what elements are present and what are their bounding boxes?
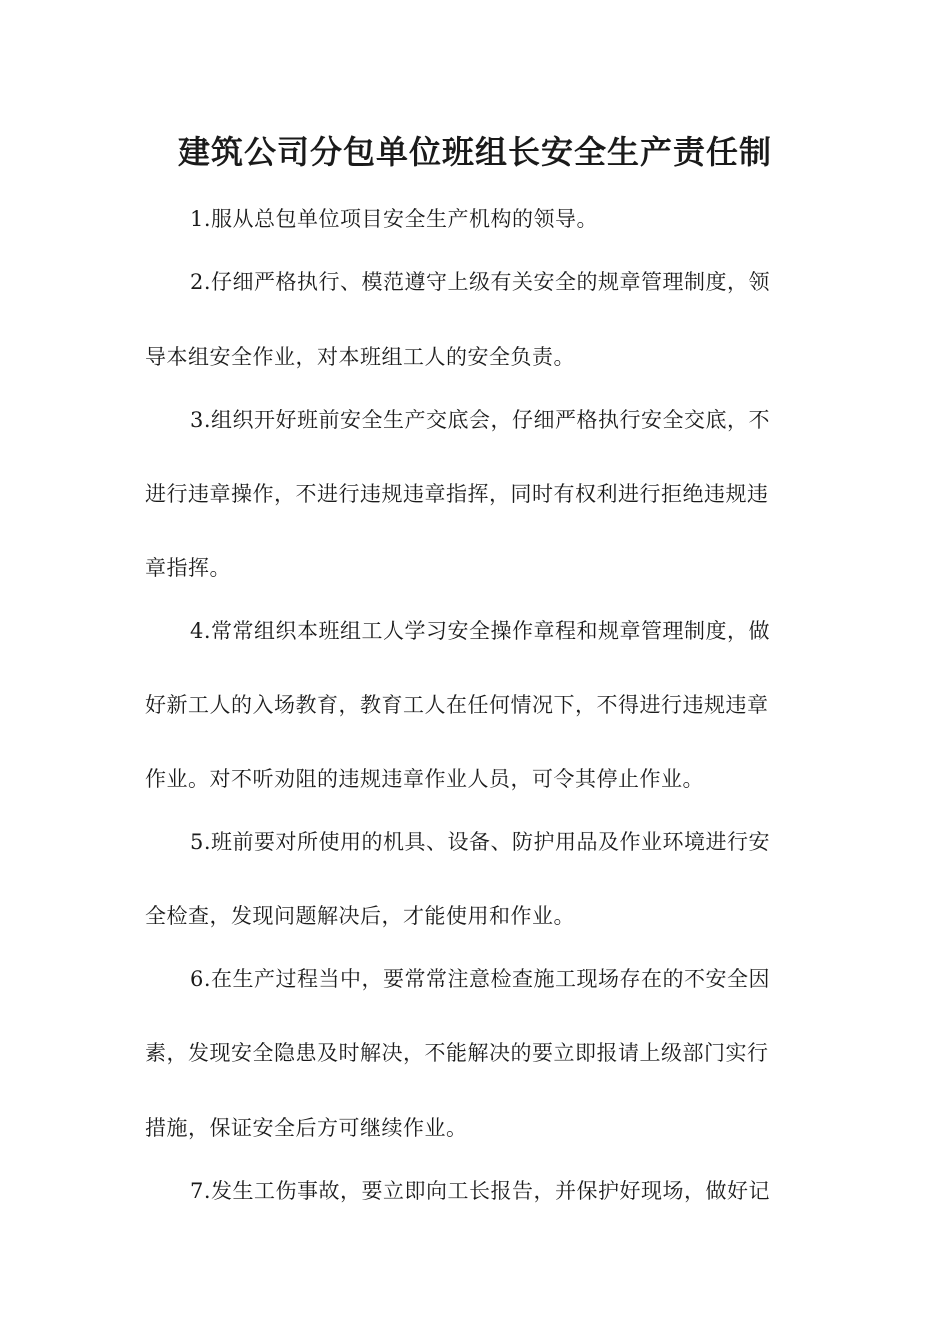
document-title: 建筑公司分包单位班组长安全生产责任制 bbox=[177, 133, 772, 171]
paragraph-4-line-3: 作业。对不听劝阻的违规违章作业人员，可令其停止作业。 bbox=[145, 767, 704, 791]
paragraph-4-line-2: 好新工人的入场教育，教育工人在任何情况下，不得进行违规违章 bbox=[145, 693, 769, 717]
paragraph-1-line-1: 1.服从总包单位项目安全生产机构的领导。 bbox=[190, 207, 599, 231]
paragraph-4-line-1: 4.常常组织本班组工人学习安全操作章程和规章管理制度，做 bbox=[190, 619, 771, 643]
paragraph-6-line-3: 措施，保证安全后方可继续作业。 bbox=[145, 1116, 468, 1140]
paragraph-3-line-2: 进行违章操作，不进行违规违章指挥，同时有权利进行拒绝违规违 bbox=[145, 482, 769, 506]
paragraph-2-line-1: 2.仔细严格执行、模范遵守上级有关安全的规章管理制度，领 bbox=[190, 270, 771, 294]
paragraph-5-line-1: 5.班前要对所使用的机具、设备、防护用品及作业环境进行安 bbox=[190, 830, 771, 854]
paragraph-6-line-1: 6.在生产过程当中，要常常注意检查施工现场存在的不安全因 bbox=[190, 967, 771, 991]
paragraph-3-line-3: 章指挥。 bbox=[145, 556, 231, 580]
paragraph-6-line-2: 素，发现安全隐患及时解决，不能解决的要立即报请上级部门实行 bbox=[145, 1041, 769, 1065]
paragraph-5-line-2: 全检查，发现问题解决后，才能使用和作业。 bbox=[145, 904, 575, 928]
paragraph-3-line-1: 3.组织开好班前安全生产交底会，仔细严格执行安全交底，不 bbox=[190, 408, 771, 432]
paragraph-2-line-2: 导本组安全作业，对本班组工人的安全负责。 bbox=[145, 345, 575, 369]
paragraph-7-line-1: 7.发生工伤事故，要立即向工长报告，并保护好现场，做好记 bbox=[190, 1179, 771, 1203]
